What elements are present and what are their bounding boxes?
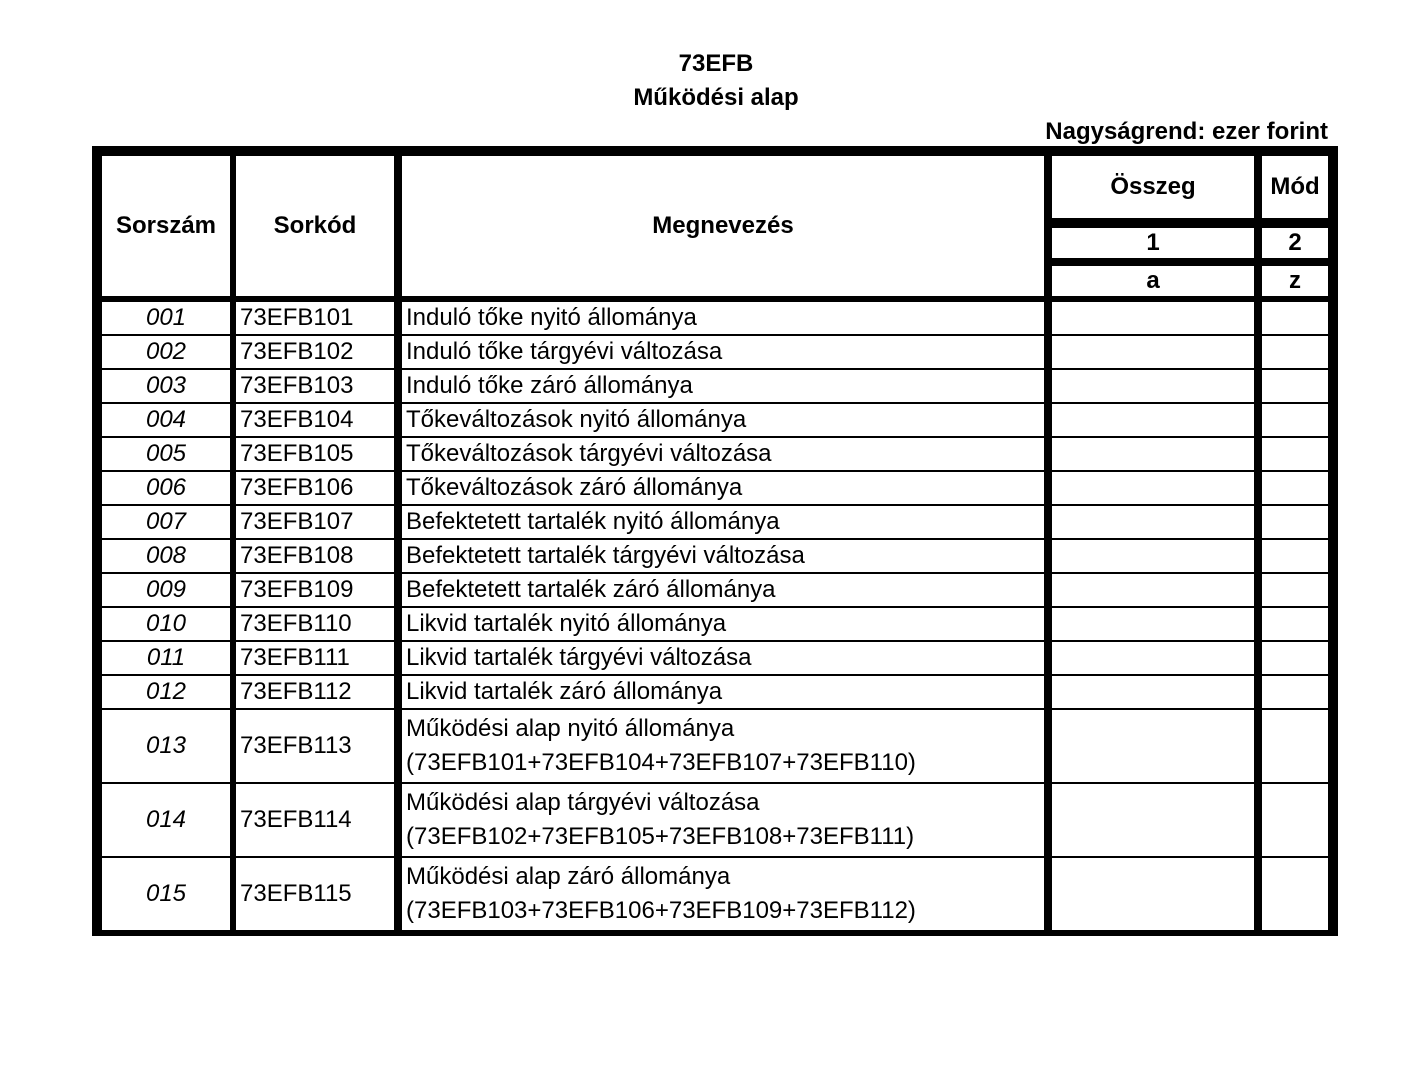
row-sorszam: 013 xyxy=(102,710,230,782)
row-megnevezes: Befektetett tartalék záró állománya xyxy=(402,574,1044,606)
row-osszeg-input[interactable] xyxy=(1052,404,1254,436)
row-mod-input[interactable] xyxy=(1262,676,1328,708)
row-sorkod: 73EFB104 xyxy=(236,404,394,436)
row-mod-input[interactable] xyxy=(1262,472,1328,504)
row-osszeg-input[interactable] xyxy=(1052,336,1254,368)
row-sorkod: 73EFB109 xyxy=(236,574,394,606)
row-mod-input[interactable] xyxy=(1262,784,1328,856)
row-osszeg-input[interactable] xyxy=(1052,858,1254,930)
row-sorszam: 012 xyxy=(102,676,230,708)
row-megnevezes-formula: (73EFB101+73EFB104+73EFB107+73EFB110) xyxy=(406,749,916,776)
row-sorszam: 014 xyxy=(102,784,230,856)
header-mod: Mód xyxy=(1262,156,1328,218)
unit-label: Nagyságrend: ezer forint xyxy=(1045,118,1328,145)
header-mod-letter: z xyxy=(1262,266,1328,296)
row-sorszam: 010 xyxy=(102,608,230,640)
row-sorszam: 003 xyxy=(102,370,230,402)
row-sorkod: 73EFB102 xyxy=(236,336,394,368)
row-osszeg-input[interactable] xyxy=(1052,676,1254,708)
row-sorszam: 002 xyxy=(102,336,230,368)
row-sorkod: 73EFB107 xyxy=(236,506,394,538)
row-megnevezes-line1: Működési alap záró állománya xyxy=(406,863,731,890)
header-sorszam: Sorszám xyxy=(102,156,230,296)
row-sorszam: 008 xyxy=(102,540,230,572)
row-mod-input[interactable] xyxy=(1262,336,1328,368)
row-sorkod: 73EFB103 xyxy=(236,370,394,402)
row-mod-input[interactable] xyxy=(1262,540,1328,572)
row-osszeg-input[interactable] xyxy=(1052,438,1254,470)
row-sorszam: 006 xyxy=(102,472,230,504)
row-megnevezes xyxy=(402,858,1044,930)
row-mod-input[interactable] xyxy=(1262,608,1328,640)
header-sorkod: Sorkód xyxy=(236,156,394,296)
row-megnevezes xyxy=(402,784,1044,856)
row-megnevezes: Induló tőke nyitó állománya xyxy=(402,302,1044,334)
row-mod-input[interactable] xyxy=(1262,642,1328,674)
row-osszeg-input[interactable] xyxy=(1052,302,1254,334)
row-mod-input[interactable] xyxy=(1262,404,1328,436)
row-sorszam: 005 xyxy=(102,438,230,470)
row-megnevezes: Befektetett tartalék tárgyévi változása xyxy=(402,540,1044,572)
header-osszeg-letter: a xyxy=(1052,266,1254,296)
row-megnevezes: Likvid tartalék nyitó állománya xyxy=(402,608,1044,640)
form-title: Működési alap xyxy=(633,84,799,111)
row-osszeg-input[interactable] xyxy=(1052,710,1254,782)
row-megnevezes xyxy=(402,710,1044,782)
row-sorszam: 009 xyxy=(102,574,230,606)
row-sorkod: 73EFB112 xyxy=(236,676,394,708)
row-osszeg-input[interactable] xyxy=(1052,540,1254,572)
row-megnevezes-formula: (73EFB103+73EFB106+73EFB109+73EFB112) xyxy=(406,897,916,924)
header-osszeg: Összeg xyxy=(1052,156,1254,218)
row-mod-input[interactable] xyxy=(1262,710,1328,782)
row-sorkod: 73EFB113 xyxy=(236,710,394,782)
form-code: 73EFB xyxy=(678,50,754,77)
row-megnevezes: Tőkeváltozások záró állománya xyxy=(402,472,1044,504)
row-sorkod: 73EFB101 xyxy=(236,302,394,334)
row-mod-input[interactable] xyxy=(1262,370,1328,402)
row-sorkod: 73EFB111 xyxy=(236,642,394,674)
row-sorkod: 73EFB110 xyxy=(236,608,394,640)
row-osszeg-input[interactable] xyxy=(1052,642,1254,674)
row-mod-input[interactable] xyxy=(1262,302,1328,334)
row-sorszam: 001 xyxy=(102,302,230,334)
row-mod-input[interactable] xyxy=(1262,574,1328,606)
row-sorszam: 007 xyxy=(102,506,230,538)
row-megnevezes: Likvid tartalék záró állománya xyxy=(402,676,1044,708)
row-osszeg-input[interactable] xyxy=(1052,370,1254,402)
row-sorkod: 73EFB105 xyxy=(236,438,394,470)
row-megnevezes: Induló tőke tárgyévi változása xyxy=(402,336,1044,368)
row-mod-input[interactable] xyxy=(1262,506,1328,538)
row-megnevezes-formula: (73EFB102+73EFB105+73EFB108+73EFB111) xyxy=(406,823,915,850)
row-osszeg-input[interactable] xyxy=(1052,784,1254,856)
row-osszeg-input[interactable] xyxy=(1052,608,1254,640)
row-mod-input[interactable] xyxy=(1262,438,1328,470)
header-osszeg-number: 1 xyxy=(1052,228,1254,258)
row-megnevezes: Tőkeváltozások tárgyévi változása xyxy=(402,438,1044,470)
row-megnevezes: Tőkeváltozások nyitó állománya xyxy=(402,404,1044,436)
row-sorszam: 015 xyxy=(102,858,230,930)
row-mod-input[interactable] xyxy=(1262,858,1328,930)
row-megnevezes-line1: Működési alap tárgyévi változása xyxy=(406,789,760,816)
row-sorszam: 011 xyxy=(102,642,230,674)
row-sorszam: 004 xyxy=(102,404,230,436)
header-mod-number: 2 xyxy=(1262,228,1328,258)
row-sorkod: 73EFB114 xyxy=(236,784,394,856)
data-table xyxy=(92,146,1338,936)
row-sorkod: 73EFB108 xyxy=(236,540,394,572)
row-megnevezes: Induló tőke záró állománya xyxy=(402,370,1044,402)
row-sorkod: 73EFB115 xyxy=(236,858,394,930)
row-osszeg-input[interactable] xyxy=(1052,574,1254,606)
header-megnevezes: Megnevezés xyxy=(402,156,1044,296)
row-osszeg-input[interactable] xyxy=(1052,506,1254,538)
row-osszeg-input[interactable] xyxy=(1052,472,1254,504)
row-megnevezes: Likvid tartalék tárgyévi változása xyxy=(402,642,1044,674)
row-megnevezes: Befektetett tartalék nyitó állománya xyxy=(402,506,1044,538)
row-sorkod: 73EFB106 xyxy=(236,472,394,504)
row-megnevezes-line1: Működési alap nyitó állománya xyxy=(406,715,735,742)
